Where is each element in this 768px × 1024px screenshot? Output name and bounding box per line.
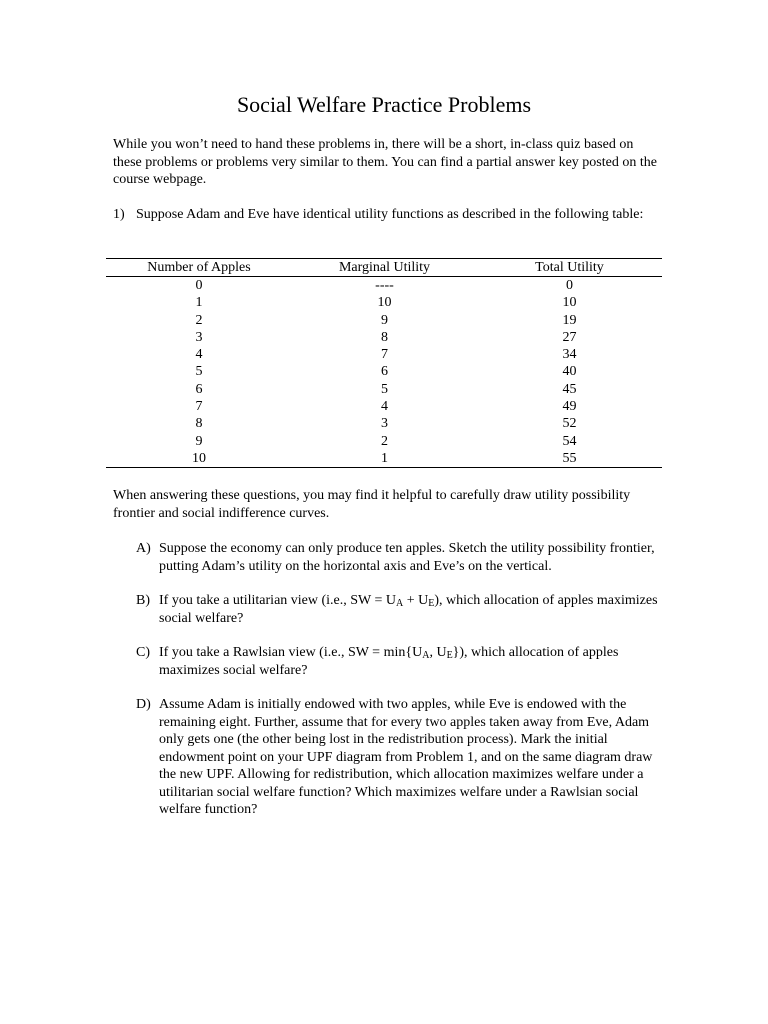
- cell-total: 0: [566, 278, 573, 293]
- part-d-text: Assume Adam is initially endowed with two apples, while Eve is endowed with the remaining eight. Further, assume that for every two apples taken away from Eve, Adam only gets one (the other being lost in the redistribution process). Mark the initial endowment point on your UPF diagram from Problem 1, and on the same diagram draw the new UPF. Allowing for redistribution, which allocation maximizes welfare under a utilitarian social welfare function? Which maximizes welfare under a Rawlsian social welfare function?: [159, 697, 653, 817]
- cell-apples: 8: [195, 416, 203, 432]
- part-c-sub-e: E: [446, 650, 453, 661]
- part-b-text: [159, 592, 659, 627]
- header-marginal-utility: Marginal Utility: [292, 259, 477, 277]
- part-b-text-after: ), which allocation of apples maximizes social welfare?: [159, 593, 658, 626]
- cell-total: 55: [477, 450, 662, 468]
- cell-total: 34: [562, 347, 577, 363]
- cell-marginal: 1: [292, 450, 477, 468]
- utility-table: [106, 258, 662, 468]
- cell-marginal: 8: [381, 329, 388, 345]
- table-row: [106, 346, 662, 363]
- part-b-text-before: If you take a utilitarian view (i.e., SW = U: [159, 593, 397, 608]
- table-row: [106, 329, 662, 346]
- intro-paragraph: While you won’t need to hand these problems in, there will be a short, in-class quiz based on these problems or problems very similar to them. You can find a partial answer key posted on the course webpage.: [113, 137, 657, 187]
- cell-total: 10: [562, 295, 577, 311]
- header-number-of-apples: Number of Apples: [106, 259, 292, 277]
- table-row: [106, 433, 662, 450]
- table-row: [106, 450, 662, 468]
- table-header-row: [106, 259, 662, 277]
- table-row: [106, 277, 662, 295]
- part-c-label: C): [136, 645, 150, 660]
- cell-total: 27: [562, 329, 577, 345]
- cell-marginal: 5: [381, 381, 388, 397]
- table-row: [106, 381, 662, 398]
- cell-marginal: 2: [381, 433, 388, 449]
- cell-total: 19: [562, 312, 577, 328]
- part-d-label: D): [136, 697, 151, 712]
- part-c-sub-a: A: [422, 650, 430, 661]
- part-a-text: Suppose the economy can only produce ten apples. Sketch the utility possibility frontier, putting Adam’s utility on the horizontal axis and Eve’s on the vertical.: [159, 541, 655, 574]
- table-row: [106, 294, 662, 311]
- cell-total: 52: [562, 416, 577, 432]
- cell-apples: 1: [195, 295, 203, 311]
- hint-paragraph: When answering these questions, you may find it helpful to carefully draw utility possibility frontier and social indifference curves.: [113, 488, 631, 521]
- cell-marginal: 7: [381, 347, 388, 363]
- part-a-label: A): [136, 541, 151, 556]
- table-row: [106, 415, 662, 432]
- question-1-number: 1): [113, 207, 125, 222]
- part-c-text-after: }), which allocation of apples maximizes social welfare?: [159, 645, 619, 678]
- cell-marginal: 3: [381, 416, 388, 432]
- cell-total: 45: [562, 381, 577, 397]
- part-b-text-mid: + U: [403, 593, 429, 608]
- cell-marginal: 6: [381, 364, 388, 380]
- part-b-sub-a: A: [396, 598, 404, 609]
- cell-marginal: 9: [381, 312, 388, 328]
- cell-apples: 0: [195, 278, 203, 293]
- cell-apples: 9: [195, 433, 203, 449]
- table-row: [106, 398, 662, 415]
- cell-total: 40: [562, 364, 577, 380]
- part-b-label: B): [136, 593, 150, 608]
- cell-marginal: ----: [375, 278, 394, 293]
- cell-apples: 3: [195, 329, 203, 345]
- part-b-sub-e: E: [428, 598, 435, 609]
- cell-apples: 6: [195, 381, 203, 397]
- cell-apples: 4: [195, 347, 203, 363]
- cell-total: 49: [562, 399, 577, 415]
- cell-marginal: 10: [377, 295, 392, 311]
- cell-apples: 2: [195, 312, 203, 328]
- part-c-text-mid: , U: [429, 645, 447, 660]
- cell-apples: 7: [195, 399, 203, 415]
- part-c-text-before: If you take a Rawlsian view (i.e., SW = min{U: [159, 645, 423, 660]
- table-row: [106, 312, 662, 329]
- page-title: Social Welfare Practice Problems: [236, 92, 532, 117]
- table-row: [106, 363, 662, 380]
- cell-marginal: 4: [381, 399, 388, 415]
- part-c-text: [159, 644, 659, 679]
- cell-apples: 5: [195, 364, 203, 380]
- cell-total: 54: [562, 433, 577, 449]
- question-1-text: Suppose Adam and Eve have identical utility functions as described in the following table:: [136, 207, 644, 222]
- header-total-utility: Total Utility: [477, 259, 662, 277]
- cell-apples: 10: [106, 450, 292, 468]
